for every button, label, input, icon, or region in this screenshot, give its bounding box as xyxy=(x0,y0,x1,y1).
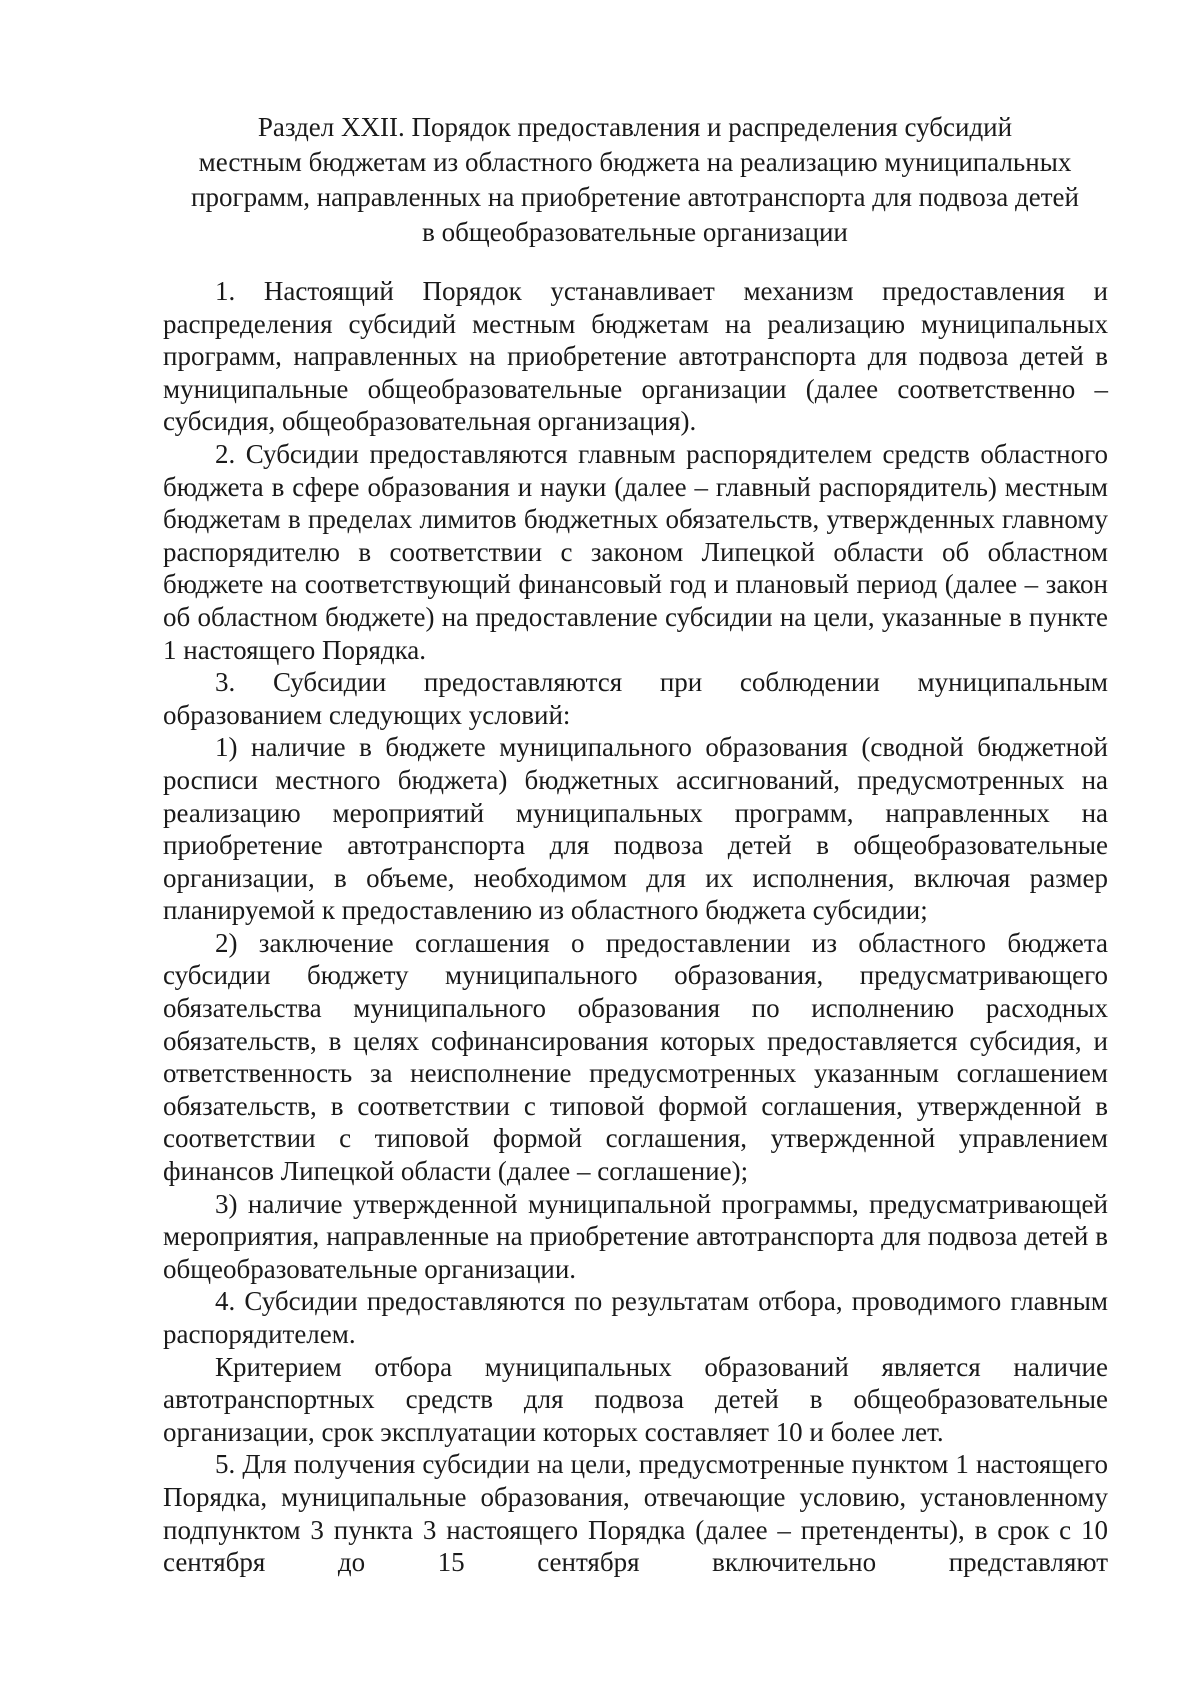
paragraph-3-item-3: 3) наличие утвержденной муниципальной программы, предусматривающей мероприятия, направленные на приобретение автотранспорта для подвоза детей в общеобразовательные организации. xyxy=(163,1188,1108,1284)
paragraph-3-item-1: 1) наличие в бюджете муниципального образования (сводной бюджетной росписи местного бюджета) бюджетных ассигнований, предусмотренных на реализацию мероприятий муниципальных программ, направленных на приобретение автотранспорта для подвоза детей в общеобразовательные организации, в объеме, необходимом для их исполнения, включая размер планируемой к предоставлению из областного бюджета субсидии; xyxy=(163,732,1108,926)
paragraph-4: 4. Субсидии предоставляются по результатам отбора, проводимого главным распорядителем. xyxy=(163,1286,1108,1349)
heading-line: в общеобразовательные организации xyxy=(422,217,848,247)
paragraph-5: 5. Для получения субсидии на цели, предусмотренные пунктом 1 настоящего Порядка, муниципальные образования, отвечающие условию, установленному подпунктом 3 пункта 3 настоящего Порядка (далее – претенденты), в срок с 10 сентября до 15 сентября включительно представляют xyxy=(163,1449,1108,1578)
paragraph-3: 3. Субсидии предоставляются при соблюдении муниципальным образованием следующих условий: xyxy=(163,667,1108,730)
section-heading xyxy=(160,110,1110,250)
paragraph-3-item-2: 2) заключение соглашения о предоставлении из областного бюджета субсидии бюджету муниципального образования, предусматривающего обязательства муниципального образования по исполнению расходных обязательств, в целях софинансирования которых предоставляется субсидия, и ответственность за неисполнение предусмотренных указанным соглашением обязательств, в соответствии с типовой формой соглашения, утвержденной в соответствии с типовой формой соглашения, утвержденной управлением финансов Липецкой области (далее – соглашение); xyxy=(163,927,1108,1187)
heading-line: местным бюджетам из областного бюджета на реализацию муниципальных xyxy=(198,147,1072,177)
paragraph-1: 1. Настоящий Порядок устанавливает механизм предоставления и распределения субсидий местным бюджетам на реализацию муниципальных программ, направленных на приобретение автотранспорта для подвоза детей в муниципальные общеобразовательные организации (далее соответственно – субсидия, общеобразовательная организация). xyxy=(163,276,1108,437)
heading-line: программ, направленных на приобретение автотранспорта для подвоза детей xyxy=(191,182,1079,212)
paragraph-4-criteria: Критерием отбора муниципальных образований является наличие автотранспортных средств для подвоза детей в общеобразовательные организации, срок эксплуатации которых составляет 10 и более лет. xyxy=(163,1351,1108,1447)
paragraph-2: 2. Субсидии предоставляются главным распорядителем средств областного бюджета в сфере образования и науки (далее – главный распорядитель) местным бюджетам в пределах лимитов бюджетных обязательств, утвержденных главному распорядителю в соответствии с законом Липецкой области об областном бюджете на соответствующий финансовый год и плановый период (далее – закон об областном бюджете) на предоставление субсидии на цели, указанные в пункте 1 настоящего Порядка. xyxy=(163,438,1108,665)
heading-line: Раздел XXII. Порядок предоставления и распределения субсидий xyxy=(257,112,1013,142)
document-body xyxy=(163,275,1108,1579)
